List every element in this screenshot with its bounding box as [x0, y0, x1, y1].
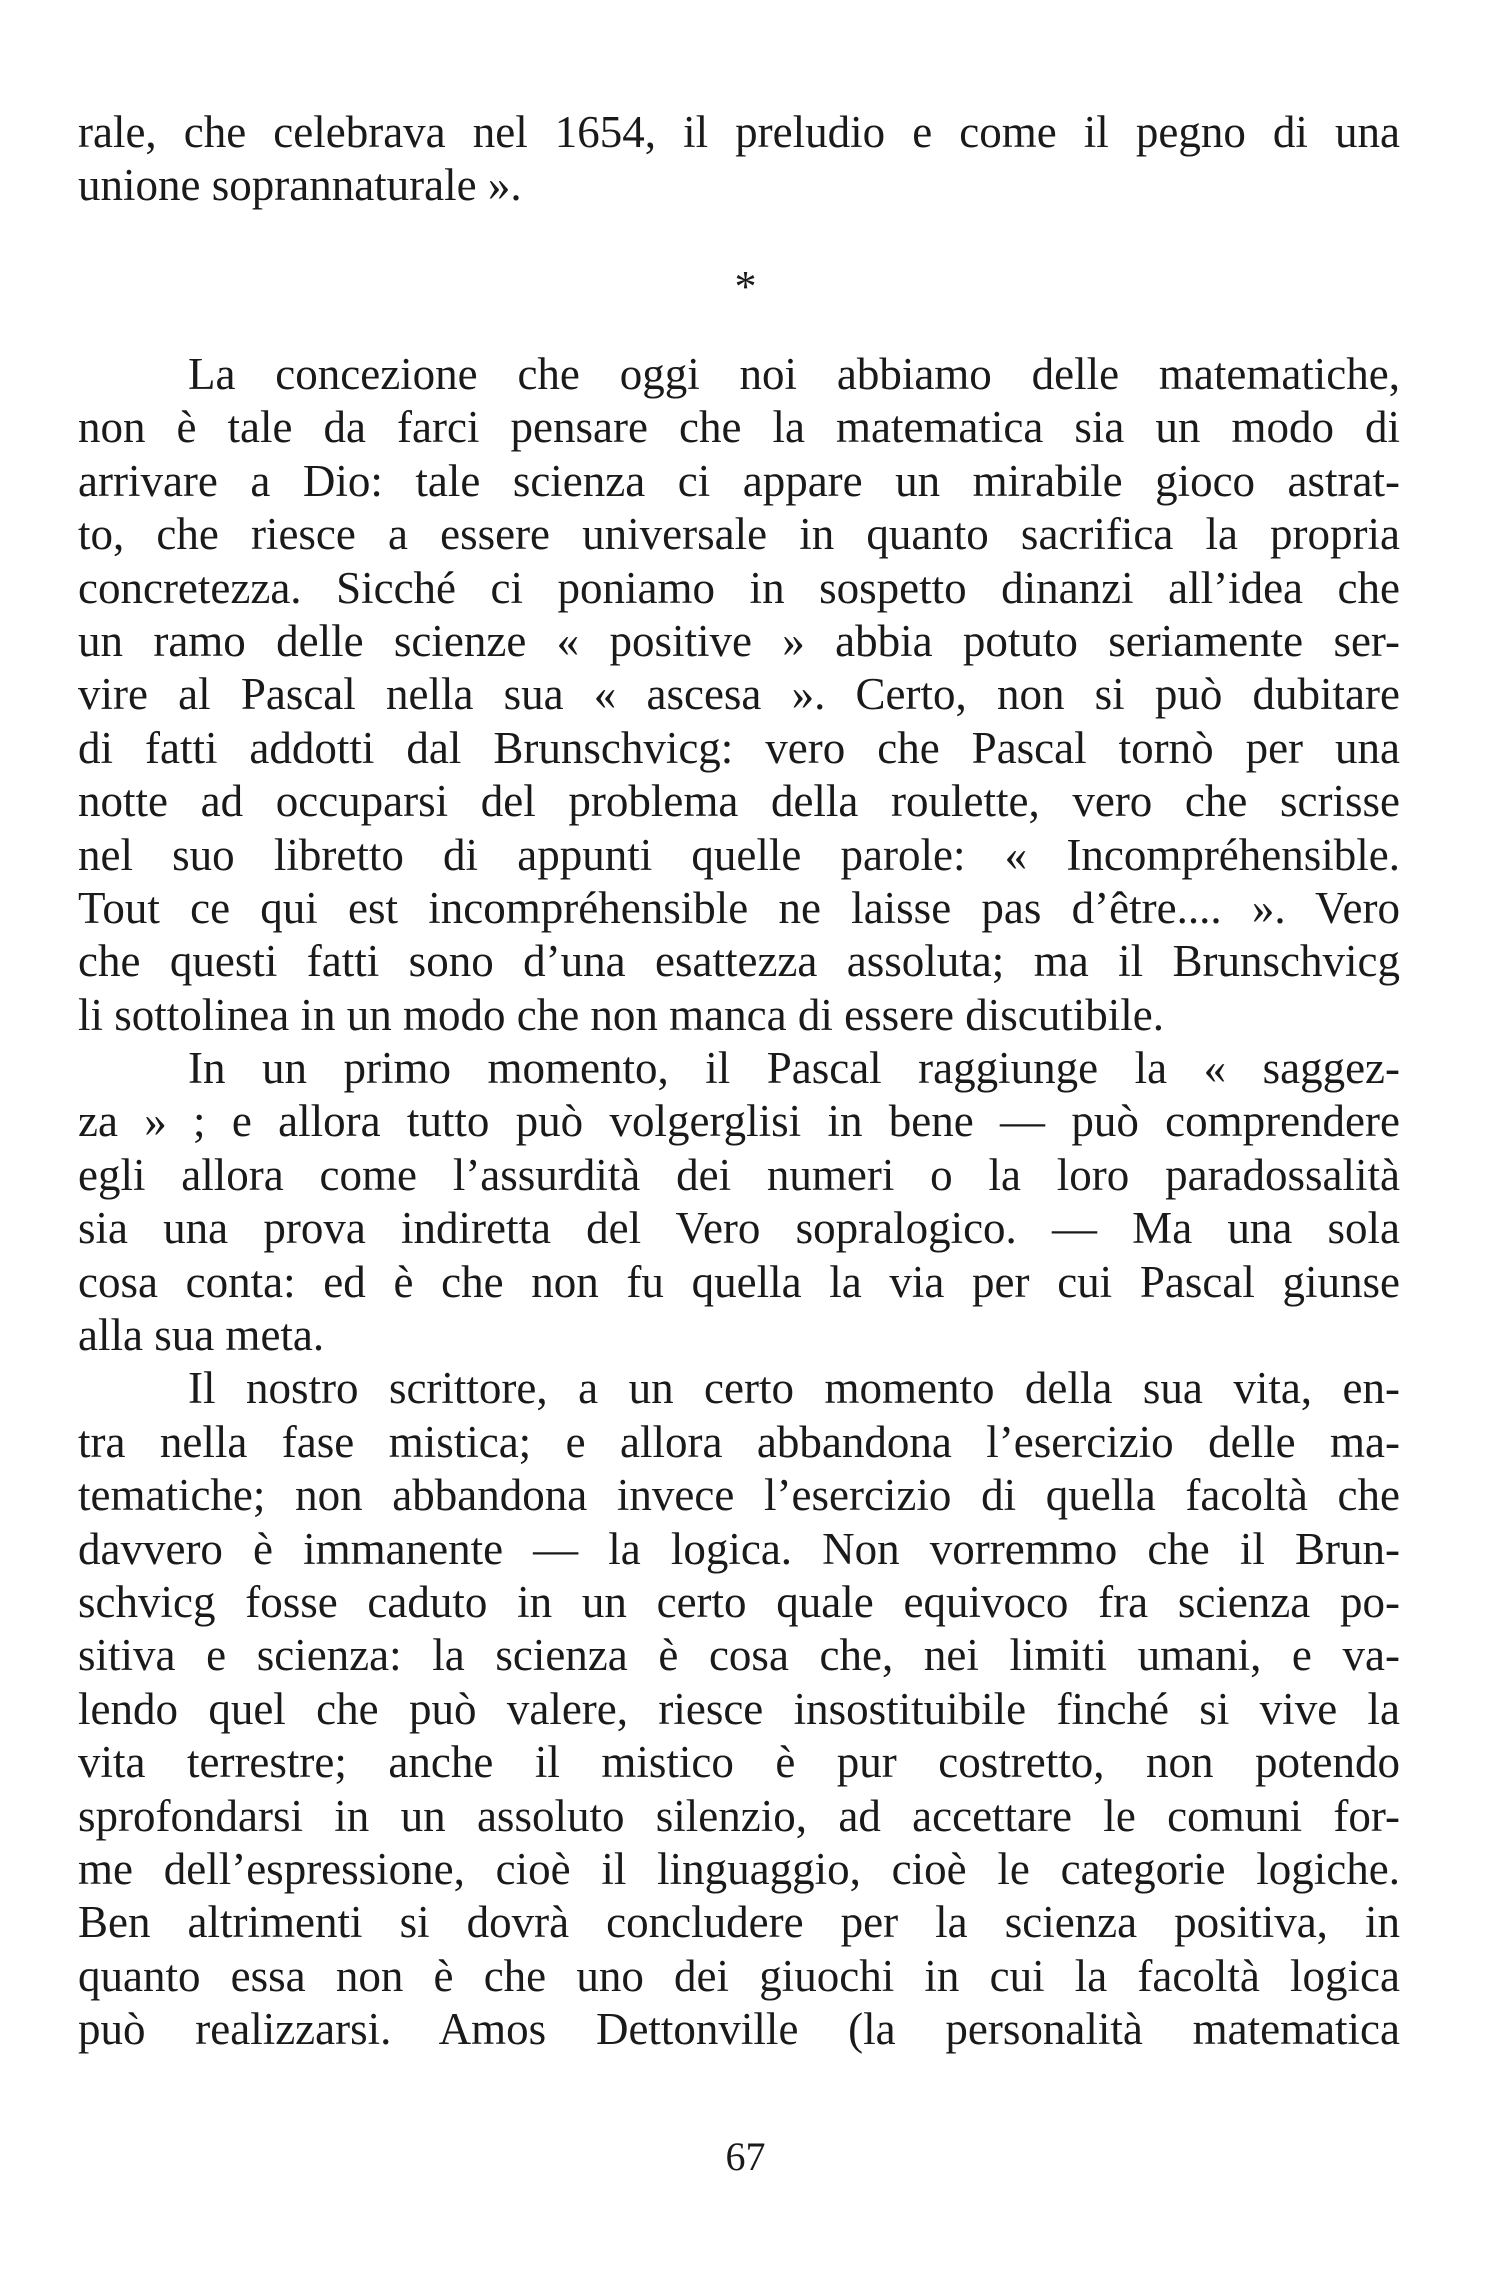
paragraph-3	[78, 1362, 1400, 2056]
text-line: sprofondarsi in un assoluto silenzio, ad accettare le comuni for-	[78, 1790, 1400, 1841]
text-line: unione soprannaturale ».	[78, 160, 522, 211]
text-line: sia una prova indiretta del Vero sopralogico. — Ma una sola	[78, 1203, 1400, 1254]
text-line: La concezione che oggi noi abbiamo delle matematiche,	[188, 349, 1400, 399]
text-line: concretezza. Sicché ci poniamo in sospetto dinanzi all’idea che	[78, 562, 1400, 613]
text-line: di fatti addotti dal Brunschvicg: vero che Pascal tornò per una	[78, 722, 1400, 773]
text-line: vita terrestre; anche il mistico è pur costretto, non potendo	[78, 1737, 1400, 1788]
text-line: Tout ce qui est incompréhensible ne laisse pas d’être.... ». Vero	[78, 882, 1400, 933]
text-line: notte ad occuparsi del problema della roulette, vero che scrisse	[78, 776, 1400, 827]
main-text	[78, 348, 1400, 2057]
paragraph-2	[78, 1042, 1400, 1362]
text-line: può realizzarsi. Amos Dettonville (la personalità matematica	[78, 2004, 1400, 2055]
section-separator: *	[734, 262, 757, 311]
text-line: sitiva e scienza: la scienza è cosa che, nei limiti umani, e va-	[78, 1630, 1400, 1681]
text-line: lendo quel che può valere, riesce insostituibile finché si vive la	[78, 1683, 1400, 1734]
text-line: tra nella fase mistica; e allora abbandona l’esercizio delle ma-	[78, 1416, 1400, 1467]
paragraph-1	[78, 348, 1400, 1042]
text-line: alla sua meta.	[78, 1310, 325, 1361]
text-line: non è tale da farci pensare che la matematica sia un modo di	[78, 402, 1400, 453]
text-line: che questi fatti sono d’una esattezza assoluta; ma il Brunschvicg	[78, 936, 1400, 987]
text-line: nel suo libretto di appunti quelle parole: « Incompréhensible.	[78, 829, 1400, 880]
text-line: arrivare a Dio: tale scienza ci appare un mirabile gioco astrat-	[78, 455, 1400, 506]
text-line: un ramo delle scienze « positive » abbia potuto seriamente ser-	[78, 615, 1400, 666]
opening-text	[78, 106, 1400, 213]
text-line: tematiche; non abbandona invece l’esercizio di quella facoltà che	[78, 1470, 1400, 1521]
text-line: me dell’espressione, cioè il linguaggio, cioè le categorie logiche.	[78, 1843, 1400, 1894]
text-line: davvero è immanente — la logica. Non vorremmo che il Brun-	[78, 1523, 1400, 1574]
text-line: li sottolinea in un modo che non manca di essere discutibile.	[78, 989, 1164, 1040]
text-line: Il nostro scrittore, a un certo momento della sua vita, en-	[188, 1363, 1400, 1414]
text-line: za » ; e allora tutto può volgerglisi in bene — può comprendere	[78, 1096, 1400, 1147]
text-line: Ben altrimenti si dovrà concludere per la scienza positiva, in	[78, 1897, 1400, 1948]
text-line: In un primo momento, il Pascal raggiunge la « saggez-	[188, 1043, 1400, 1094]
text-line: to, che riesce a essere universale in quanto sacrifica la propria	[78, 509, 1400, 560]
text-line: quanto essa non è che uno dei giuochi in cui la facoltà logica	[78, 1950, 1400, 2001]
text-line: vire al Pascal nella sua « ascesa ». Certo, non si può dubitare	[78, 669, 1400, 720]
text-line: schvicg fosse caduto in un certo quale equivoco fra scienza po-	[78, 1576, 1400, 1627]
text-line: cosa conta: ed è che non fu quella la via per cui Pascal giunse	[78, 1256, 1400, 1307]
text-line: egli allora come l’assurdità dei numeri o la loro paradossalità	[78, 1149, 1400, 1200]
page-number: 67	[725, 2134, 766, 2179]
text-line: rale, che celebrava nel 1654, il preludio e come il pegno di una	[78, 107, 1400, 157]
